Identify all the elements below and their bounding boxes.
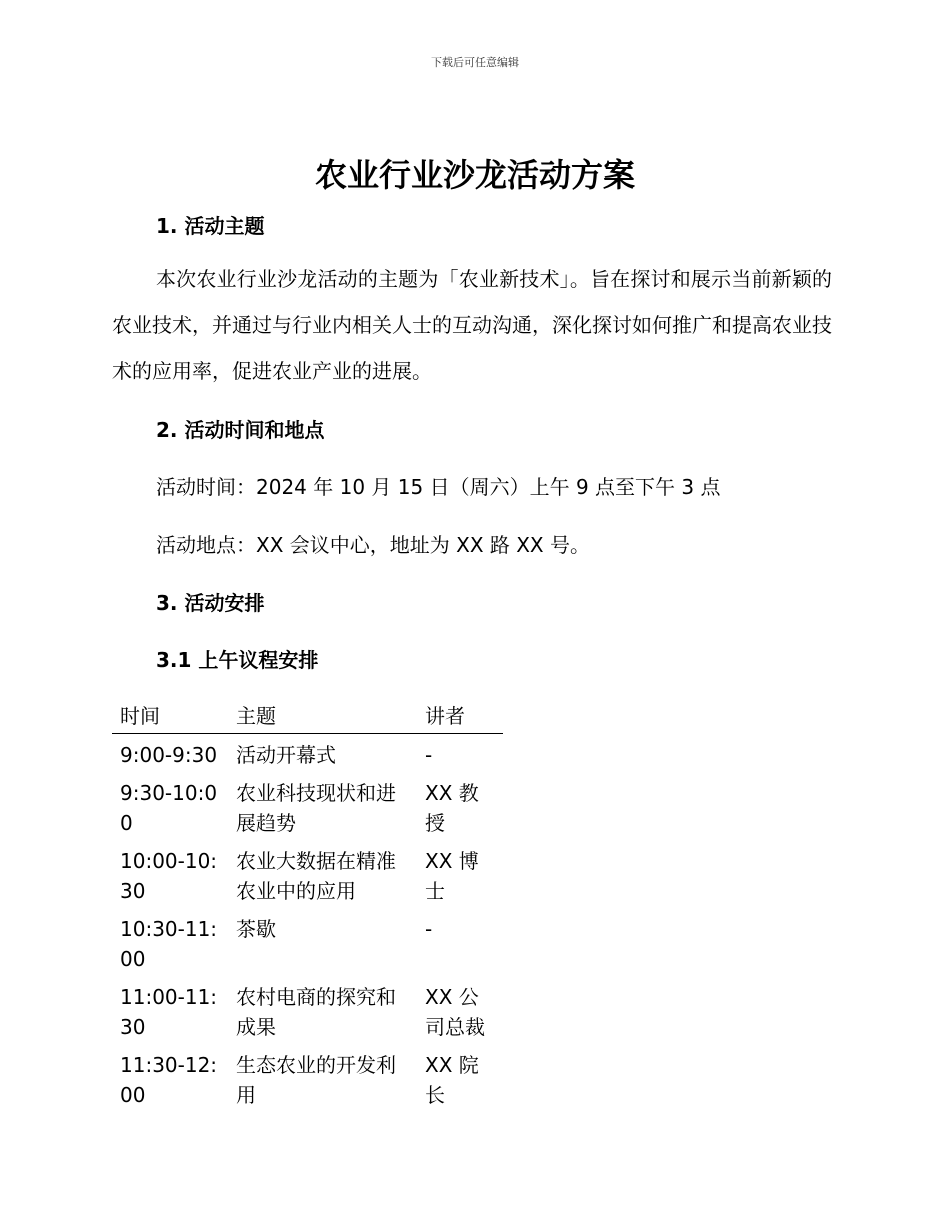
cell-topic: 活动开幕式 <box>236 743 336 767</box>
section-3-heading: 3. 活动安排 <box>156 591 265 615</box>
section-1-heading: 1. 活动主题 <box>156 214 265 238</box>
cell-time: 11:00-11:30 <box>120 985 218 1039</box>
cell-time: 11:30-12:00 <box>120 1053 218 1107</box>
cell-topic: 茶歇 <box>236 917 276 941</box>
event-place-line: 活动地点：XX 会议中心，地址为 XX 路 XX 号。 <box>156 533 590 557</box>
cell-speaker: XX 博士 <box>425 849 479 903</box>
cell-topic: 农业大数据在精准农业中的应用 <box>236 849 396 903</box>
cell-time: 9:30-10:00 <box>120 781 218 835</box>
cell-speaker: XX 院长 <box>425 1053 479 1107</box>
morning-agenda-table <box>112 700 503 1114</box>
document-title: 农业行业沙龙活动方案 <box>314 156 635 194</box>
cell-topic: 农村电商的探究和成果 <box>236 985 396 1039</box>
cell-speaker: XX 教授 <box>425 781 479 835</box>
header-time: 时间 <box>112 700 228 734</box>
cell-topic: 生态农业的开发利用 <box>236 1053 396 1107</box>
cell-time: 10:30-11:00 <box>120 917 218 971</box>
cell-topic: 农业科技现状和进展趋势 <box>236 781 396 835</box>
event-time-line: 活动时间：2024 年 10 月 15 日（周六）上午 9 点至下午 3 点 <box>156 475 721 499</box>
header-speaker: 讲者 <box>417 700 503 734</box>
cell-time: 9:00-9:30 <box>120 743 218 767</box>
table-row <box>112 1046 503 1114</box>
cell-speaker: - <box>425 917 433 941</box>
header-note: 下载后可任意编辑 <box>431 56 519 69</box>
table-row <box>112 910 503 978</box>
header-topic: 主题 <box>228 700 417 734</box>
table-header-row <box>112 700 503 734</box>
table-row <box>112 842 503 910</box>
section-1-body: 本次农业行业沙龙活动的主题为「农业新技术」。旨在探讨和展示当前新颖的农业技术，并通过与行业内相关人士的互动沟通，深化探讨如何推广和提高农业技术的应用率，促进农业产业的进展。 <box>112 267 832 383</box>
section-3-1-heading: 3.1 上午议程安排 <box>156 648 319 672</box>
table-row <box>112 978 503 1046</box>
table-row <box>112 774 503 842</box>
cell-speaker: - <box>425 743 433 767</box>
section-2-heading: 2. 活动时间和地点 <box>156 418 325 442</box>
table-row <box>112 734 503 775</box>
cell-time: 10:00-10:30 <box>120 849 218 903</box>
cell-speaker: XX 公司总裁 <box>425 985 485 1039</box>
